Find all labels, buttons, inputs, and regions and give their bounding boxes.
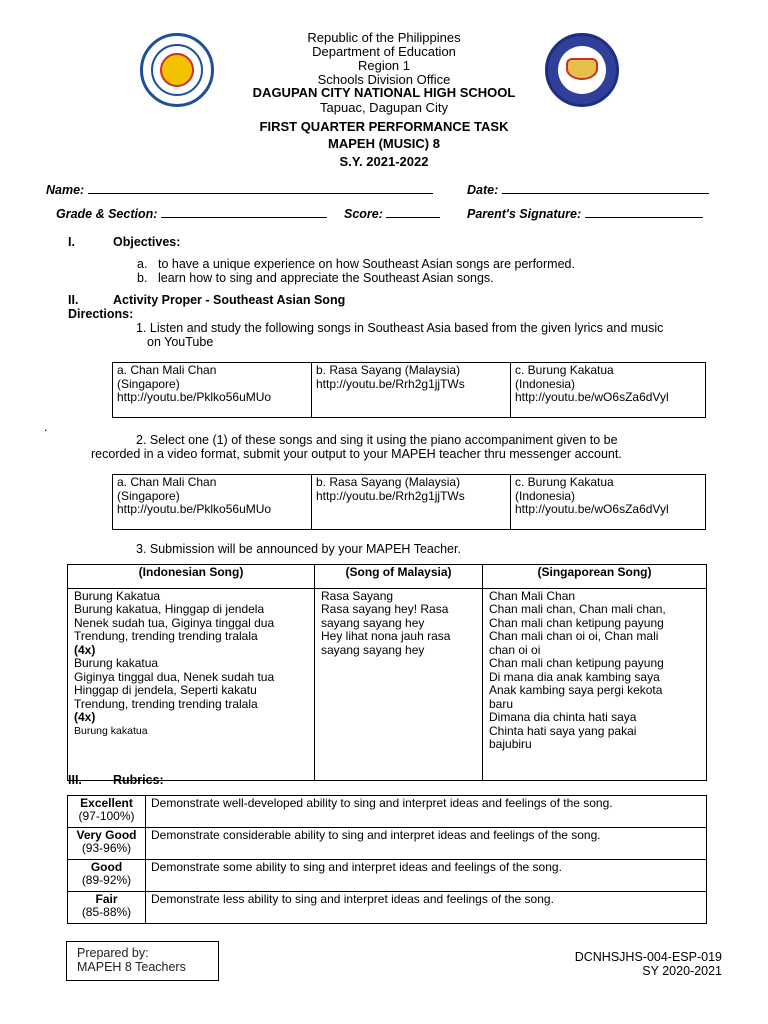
date-field[interactable] (467, 181, 709, 197)
song-links-table-1 (112, 362, 706, 418)
lyrics-header-indonesian: (Indonesian Song) (68, 565, 315, 589)
lyric-line: baru (489, 696, 514, 711)
lyric-line: bajubiru (489, 737, 532, 751)
doc-code: DCNHSJHS-004-ESP-019 (574, 950, 722, 964)
lyric-line: (4x) (74, 642, 96, 657)
youtube-link[interactable]: http://youtu.be/wO6sZa6dVyl (515, 390, 669, 404)
step2-line1: 2. Select one (1) of these songs and sing it using the piano accompaniment given to be (136, 433, 618, 447)
header-region: Region 1 (357, 58, 411, 73)
lyric-line: Di mana dia anak kambing saya (489, 669, 660, 684)
lyric-line: Burung Kakatua (74, 588, 161, 603)
date-label: Date: (467, 183, 499, 197)
step3: 3. Submission will be announced by your MAPEH Teacher. (136, 542, 461, 556)
rubric-description: Demonstrate considerable ability to sing and interpret ideas and feelings of the song. (146, 828, 707, 860)
song-link-cell-chan-mali-chan: a. Chan Mali Chan (Singapore) http://youtu.be/Pklko56uMUo (113, 475, 312, 530)
lyric-line: Chan mali chan ketipung payung (489, 615, 664, 630)
objectives-number: I. (68, 235, 75, 249)
lyric-line: Burung kakatua (74, 724, 148, 737)
lyric-line: Giginya tinggal dua, Nenek sudah tua (74, 669, 275, 684)
lyric-line: Hey lihat nona jauh rasa (321, 629, 451, 643)
step1-line2: on YouTube (147, 335, 214, 349)
prepared-by-name: MAPEH 8 Teachers (77, 960, 186, 974)
lyrics-singaporean (483, 588, 707, 780)
objective-a-text: to have a unique experience on how Southeast Asian songs are performed. (158, 257, 575, 271)
lyric-line: (4x) (74, 710, 96, 724)
youtube-link[interactable]: http://youtu.be/Pklko56uMUo (117, 502, 272, 516)
rubrics-table (67, 795, 707, 924)
lyric-line: Burung kakatua, Hinggap di jendela (74, 602, 265, 616)
rubrics-heading: Rubrics: (113, 773, 164, 787)
song-link-cell-burung-kakatua: c. Burung Kakatua (Indonesia) http://youtu.be/wO6sZa6dVyl (511, 363, 706, 418)
objectives-heading: Objectives: (113, 235, 181, 249)
rubric-row (68, 892, 707, 924)
name-label: Name: (46, 183, 85, 197)
lyric-line: Nenek sudah tua, Giginya tinggal dua (74, 615, 275, 630)
name-line[interactable] (88, 181, 433, 194)
lyric-line: chan oi oi (489, 642, 541, 657)
rubric-description: Demonstrate less ability to sing and interpret ideas and feelings of the song. (146, 892, 707, 924)
school-address: Tapuac, Dagupan City (320, 100, 448, 115)
lyric-line: Dimana dia chinta hati saya (489, 710, 637, 724)
lyrics-indonesian (68, 588, 315, 780)
rubric-row (68, 828, 707, 860)
objective-a-marker: a. (137, 257, 148, 271)
subject-title: MAPEH (MUSIC) 8 (328, 136, 440, 151)
lyric-line: sayang sayang hey (321, 642, 425, 657)
lyric-line: Trendung, trending trending tralala (74, 629, 258, 643)
lyric-line: Rasa sayang hey! Rasa (321, 602, 449, 616)
lyric-line: Chan Mali Chan (489, 588, 576, 603)
lyric-line: Chan mali chan, Chan mali chan, (489, 602, 666, 616)
score-field[interactable] (344, 205, 440, 221)
grade-section-field[interactable] (56, 205, 327, 221)
school-name: DAGUPAN CITY NATIONAL HIGH SCHOOL (252, 85, 516, 100)
lyrics-malaysian (315, 588, 483, 780)
rubrics-number: III. (68, 773, 82, 787)
lyrics-header-malaysian: (Song of Malaysia) (315, 565, 483, 589)
song-links-table-2 (112, 474, 706, 530)
header-republic: Republic of the Philippines (307, 30, 461, 45)
rubric-row (68, 860, 707, 892)
activity-heading: Activity Proper - Southeast Asian Song (113, 293, 346, 307)
school-year: S.Y. 2021-2022 (339, 154, 429, 169)
doc-school-year: SY 2020-2021 (642, 964, 722, 978)
lyric-line: Trendung, trending trending tralala (74, 696, 258, 711)
rubric-description: Demonstrate well-developed ability to sing and interpret ideas and feelings of the song. (146, 796, 707, 828)
lyric-line: Rasa Sayang (321, 588, 394, 603)
lyric-line: Chinta hati saya yang pakai (489, 723, 637, 738)
lyric-line: Chan mali chan oi oi, Chan mali (489, 629, 659, 643)
grade-section-line[interactable] (161, 205, 327, 218)
rubric-level: Fair (85-88%) (68, 892, 146, 924)
date-line[interactable] (502, 181, 709, 194)
lyric-line: Anak kambing saya pergi kekota (489, 683, 663, 697)
song-link-cell-rasa-sayang: b. Rasa Sayang (Malaysia) http://youtu.be/Rrh2g1jjTWs (312, 475, 511, 530)
grade-section-label: Grade & Section: (56, 207, 158, 221)
parent-signature-label: Parent's Signature: (467, 207, 582, 221)
song-link-cell-rasa-sayang: b. Rasa Sayang (Malaysia) http://youtu.be/Rrh2g1jjTWs (312, 363, 511, 418)
rubric-level: Very Good (93-96%) (68, 828, 146, 860)
lyrics-header-singaporean: (Singaporean Song) (483, 565, 707, 589)
youtube-link[interactable]: http://youtu.be/wO6sZa6dVyl (515, 502, 669, 516)
lyric-line: Hinggap di jendela, Seperti kakatu (74, 683, 257, 697)
stray-mark: . (44, 420, 48, 434)
parent-signature-field[interactable] (467, 205, 703, 221)
name-field[interactable] (46, 181, 433, 197)
lyric-line: sayang sayang hey (321, 615, 425, 630)
lyrics-table (67, 564, 707, 781)
task-title: FIRST QUARTER PERFORMANCE TASK (259, 119, 509, 134)
activity-number: II. (68, 293, 79, 307)
rubric-row (68, 796, 707, 828)
lyric-line: Burung kakatua (74, 656, 159, 670)
song-link-cell-chan-mali-chan: a. Chan Mali Chan (Singapore) http://youtu.be/Pklko56uMUo (113, 363, 312, 418)
score-line[interactable] (386, 205, 440, 218)
youtube-link[interactable]: http://youtu.be/Pklko56uMUo (117, 390, 272, 404)
parent-signature-line[interactable] (585, 205, 703, 218)
directions-label: Directions: (68, 307, 134, 321)
score-label: Score: (344, 207, 383, 221)
rubric-level: Excellent (97-100%) (68, 796, 146, 828)
rubric-level: Good (89-92%) (68, 860, 146, 892)
prepared-by-label: Prepared by: (77, 946, 149, 960)
objective-b-marker: b. (137, 271, 148, 285)
step1-line1: 1. Listen and study the following songs in Southeast Asia based from the given lyrics and music (136, 321, 664, 335)
lyric-line: Chan mali chan ketipung payung (489, 656, 664, 670)
prepared-by-box (66, 941, 219, 981)
step2-line2: recorded in a video format, submit your output to your MAPEH teacher thru messenger account. (91, 447, 622, 461)
header-department: Department of Education (312, 44, 456, 59)
song-link-cell-burung-kakatua: c. Burung Kakatua (Indonesia) http://youtu.be/wO6sZa6dVyl (511, 475, 706, 530)
rubric-description: Demonstrate some ability to sing and interpret ideas and feelings of the song. (146, 860, 707, 892)
header-division: Schools Division Office (317, 72, 451, 87)
youtube-link[interactable]: http://youtu.be/Rrh2g1jjTWs (316, 376, 465, 391)
objective-b-text: learn how to sing and appreciate the Southeast Asian songs. (158, 271, 494, 285)
youtube-link[interactable]: http://youtu.be/Rrh2g1jjTWs (316, 488, 465, 503)
